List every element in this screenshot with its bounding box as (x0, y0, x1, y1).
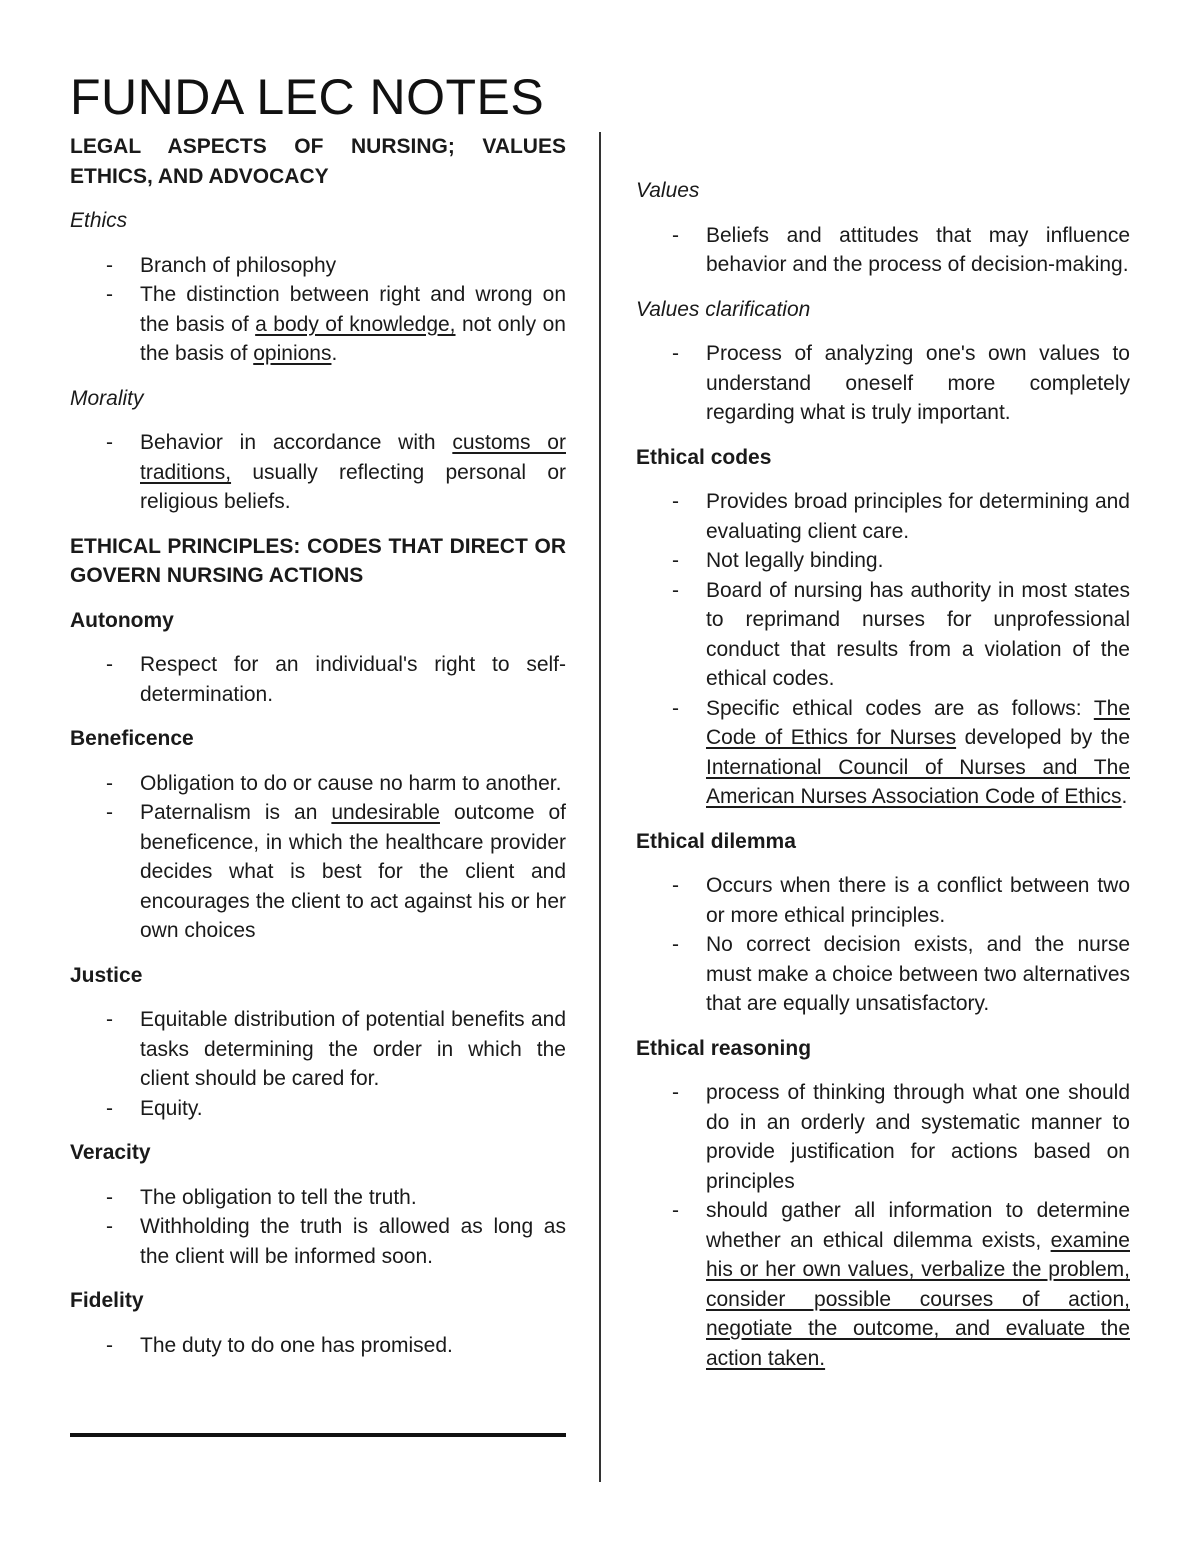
term-beneficence: Beneficence (70, 727, 194, 750)
term-ethics: Ethics (70, 209, 128, 232)
list-item: - Behavior in accordance with customs or traditions, usually reflecting personal or religious beliefs. (70, 428, 566, 517)
list-item: - The obligation to tell the truth. (70, 1183, 566, 1213)
term-ethical-codes: Ethical codes (636, 445, 772, 469)
ethical-reasoning-list (636, 1078, 1130, 1373)
term-values: Values (636, 179, 700, 202)
end-rule (70, 1433, 566, 1437)
section-heading-ethical-principles: ETHICAL PRINCIPLES: CODES THAT DIRECT OR GOVERN NURSING ACTIONS (70, 534, 566, 587)
list-item: - should gather all information to determine whether an ethical dilemma exists, examine his or her own values, verbalize the problem, consider possible courses of action, negotiate the outcome, and evaluate the action taken. (636, 1196, 1130, 1373)
list-item: - Specific ethical codes are as follows: The Code of Ethics for Nurses developed by the International Council of Nurses and The American Nurses Association Code of Ethics. (636, 694, 1130, 812)
list-item: - Equity. (70, 1094, 566, 1124)
justice-list (70, 1005, 566, 1123)
term-morality: Morality (70, 386, 144, 410)
underlined-text: International Council of Nurses and The American Nurses Association Code of Ethics (706, 755, 1130, 808)
term-ethical-reasoning: Ethical reasoning (636, 1036, 812, 1060)
fidelity-list (70, 1331, 566, 1361)
section-heading-legal-aspects: LEGAL ASPECTS OF NURSING; VALUES ETHICS, AND ADVOCACY (70, 135, 566, 188)
term-veracity: Veracity (70, 1141, 151, 1164)
term-ethical-dilemma: Ethical dilemma (636, 829, 796, 853)
underlined-text: The Code of Ethics for Nurses (706, 696, 1130, 749)
term-justice: Justice (70, 963, 143, 987)
list-item: - No correct decision exists, and the nurse must make a choice between two alternatives that are equally unsatisfactory. (636, 930, 1130, 1019)
values-list (636, 221, 1130, 280)
underlined-text: undesirable (331, 801, 440, 824)
list-item: - Branch of philosophy (70, 251, 566, 281)
list-item: - Beliefs and attitudes that may influence behavior and the process of decision-making. (636, 221, 1130, 280)
list-item: - Process of analyzing one's own values to understand oneself more completely regarding what is truly important. (636, 339, 1130, 428)
list-item: - Paternalism is an undesirable outcome of beneficence, in which the healthcare provider decides what is best for the client and encourages the client to act against his or her own choices (70, 798, 566, 946)
list-item: - The distinction between right and wrong on the basis of a body of knowledge, not only on the basis of opinions. (70, 280, 566, 369)
term-autonomy: Autonomy (70, 608, 174, 632)
list-item: - Provides broad principles for determining and evaluating client care. (636, 487, 1130, 546)
underlined-text: a body of knowledge, (255, 312, 456, 336)
ethical-codes-list (636, 487, 1130, 812)
column-divider (599, 132, 601, 1482)
document-title: FUNDA LEC NOTES (70, 69, 545, 125)
morality-list (70, 428, 566, 517)
values-clarification-list (636, 339, 1130, 428)
list-item: - The duty to do one has promised. (70, 1331, 566, 1361)
right-column (636, 176, 1130, 1373)
ethics-list (70, 251, 566, 369)
veracity-list (70, 1183, 566, 1272)
ethical-dilemma-list (636, 871, 1130, 1019)
left-column (70, 132, 566, 1360)
underlined-text: opinions (253, 342, 332, 365)
underlined-text: examine his or her own values, verbalize the problem, consider possible courses of action, negotiate the outcome, and evaluate the action taken. (706, 1228, 1130, 1370)
term-fidelity: Fidelity (70, 1289, 144, 1312)
list-item: - Not legally binding. (636, 546, 1130, 576)
list-item: - Respect for an individual's right to self-determination. (70, 650, 566, 709)
autonomy-list (70, 650, 566, 709)
list-item: - Withholding the truth is allowed as long as the client will be informed soon. (70, 1212, 566, 1271)
list-item: - process of thinking through what one should do in an orderly and systematic manner to provide justification for actions based on principles (636, 1078, 1130, 1196)
list-item: - Board of nursing has authority in most states to reprimand nurses for unprofessional conduct that results from a violation of the ethical codes. (636, 576, 1130, 694)
term-values-clarification: Values clarification (636, 297, 811, 321)
underlined-text: customs or traditions, (140, 431, 566, 484)
list-item: - Equitable distribution of potential benefits and tasks determining the order in which the client should be cared for. (70, 1005, 566, 1094)
list-item: - Obligation to do or cause no harm to another. (70, 769, 566, 799)
list-item: - Occurs when there is a conflict between two or more ethical principles. (636, 871, 1130, 930)
beneficence-list (70, 769, 566, 946)
